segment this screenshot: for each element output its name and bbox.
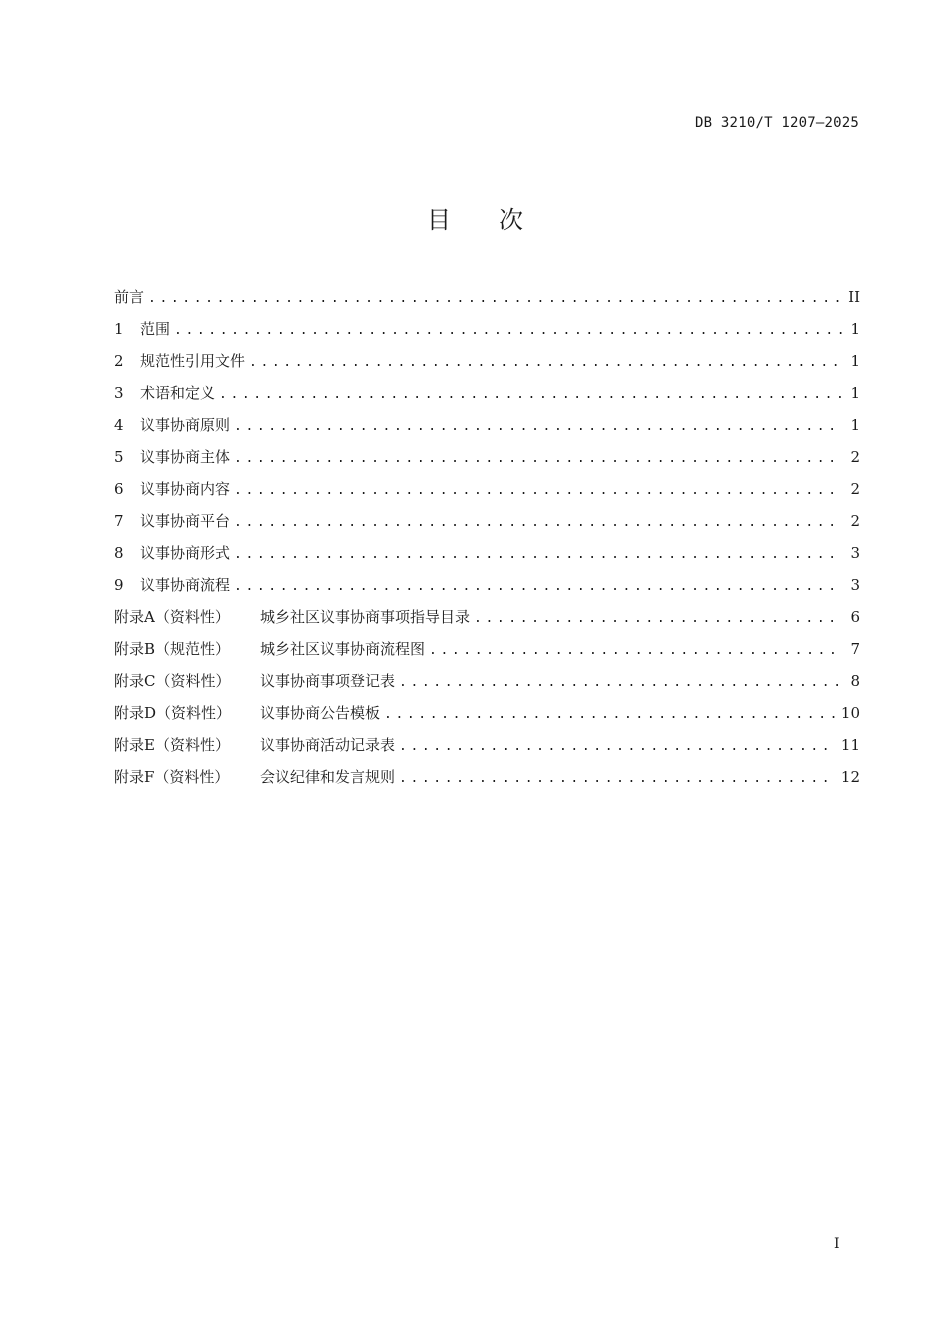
toc-dot-leader — [399, 771, 835, 786]
page-title: 目次 — [427, 206, 571, 234]
toc-appendix-label: 附录A（资料性） — [114, 608, 230, 626]
toc-item-number: 8 — [114, 544, 124, 562]
toc-dot-leader — [399, 739, 835, 754]
page-number: I — [834, 1236, 840, 1252]
toc-item-label: 城乡社区议事协商流程图 — [260, 640, 426, 658]
toc-item-appendix-c[interactable] — [114, 670, 860, 702]
toc-item-9[interactable] — [114, 574, 860, 606]
toc-item-page: 12 — [840, 768, 860, 786]
toc-dot-leader — [219, 387, 842, 402]
toc-appendix-label: 附录F（资料性） — [114, 768, 230, 786]
toc-item-page: 1 — [850, 320, 860, 338]
toc-dot-leader — [234, 515, 842, 530]
toc-item-label: 议事协商公告模板 — [260, 704, 381, 722]
toc-item-appendix-e[interactable] — [114, 734, 860, 766]
toc-item-page: 2 — [850, 448, 860, 466]
toc-item-page: 1 — [850, 384, 860, 402]
toc-item-2[interactable] — [114, 350, 860, 382]
toc-item-label: 规范性引用文件 — [140, 352, 246, 370]
toc-item-label: 议事协商主体 — [140, 448, 231, 466]
toc-item-page: 3 — [850, 544, 860, 562]
document-code: DB 3210/T 1207—2025 — [695, 115, 859, 131]
toc-item-page: 1 — [850, 352, 860, 370]
toc-item-page: 3 — [850, 576, 860, 594]
toc-dot-leader — [249, 355, 842, 370]
toc-dot-leader — [174, 323, 842, 338]
toc-item-appendix-d[interactable] — [114, 702, 860, 734]
toc-item-page: II — [848, 288, 860, 306]
toc-item-number: 2 — [114, 352, 124, 370]
toc-item-page: 6 — [850, 608, 860, 626]
toc-item-page: 7 — [850, 640, 860, 658]
toc-dot-leader — [234, 547, 842, 562]
toc-item-8[interactable] — [114, 542, 860, 574]
toc-item-number: 9 — [114, 576, 124, 594]
table-of-contents — [114, 286, 860, 798]
toc-item-label: 议事协商事项登记表 — [260, 672, 396, 690]
toc-item-5[interactable] — [114, 446, 860, 478]
toc-appendix-label: 附录B（规范性） — [114, 640, 231, 658]
toc-item-6[interactable] — [114, 478, 860, 510]
toc-item-label: 议事协商形式 — [140, 544, 231, 562]
toc-appendix-label: 附录C（资料性） — [114, 672, 231, 690]
toc-item-3[interactable] — [114, 382, 860, 414]
toc-item-number: 3 — [114, 384, 124, 402]
toc-dot-leader — [429, 643, 842, 658]
toc-item-number: 5 — [114, 448, 124, 466]
toc-item-number: 4 — [114, 416, 124, 434]
toc-appendix-label: 附录E（资料性） — [114, 736, 230, 754]
toc-item-label: 术语和定义 — [140, 384, 216, 402]
toc-item-4[interactable] — [114, 414, 860, 446]
toc-item-page: 8 — [850, 672, 860, 690]
toc-dot-leader — [399, 675, 842, 690]
toc-dot-leader — [234, 451, 842, 466]
toc-item-number: 7 — [114, 512, 124, 530]
toc-item-appendix-b[interactable] — [114, 638, 860, 670]
toc-item-page: 1 — [850, 416, 860, 434]
toc-item-label: 议事协商活动记录表 — [260, 736, 396, 754]
toc-item-label: 议事协商流程 — [140, 576, 231, 594]
toc-item-foreword[interactable] — [114, 286, 860, 318]
toc-dot-leader — [234, 419, 842, 434]
toc-item-1[interactable] — [114, 318, 860, 350]
toc-item-7[interactable] — [114, 510, 860, 542]
toc-dot-leader — [234, 483, 842, 498]
toc-item-page: 2 — [850, 480, 860, 498]
toc-item-page: 10 — [840, 704, 860, 722]
toc-item-number: 1 — [114, 320, 124, 338]
toc-item-appendix-f[interactable] — [114, 766, 860, 798]
toc-dot-leader — [148, 291, 842, 306]
toc-item-label: 城乡社区议事协商事项指导目录 — [260, 608, 471, 626]
toc-item-number: 6 — [114, 480, 124, 498]
toc-dot-leader — [474, 611, 842, 626]
toc-item-label: 议事协商平台 — [140, 512, 231, 530]
toc-dot-leader — [384, 707, 835, 722]
toc-item-label: 范围 — [140, 320, 171, 338]
toc-item-label: 前言 — [114, 288, 145, 306]
toc-dot-leader — [234, 579, 842, 594]
toc-item-page: 11 — [840, 736, 860, 754]
toc-item-label: 议事协商内容 — [140, 480, 231, 498]
toc-appendix-label: 附录D（资料性） — [114, 704, 232, 722]
toc-item-label: 会议纪律和发言规则 — [260, 768, 396, 786]
toc-item-appendix-a[interactable] — [114, 606, 860, 638]
toc-item-page: 2 — [850, 512, 860, 530]
toc-item-label: 议事协商原则 — [140, 416, 231, 434]
